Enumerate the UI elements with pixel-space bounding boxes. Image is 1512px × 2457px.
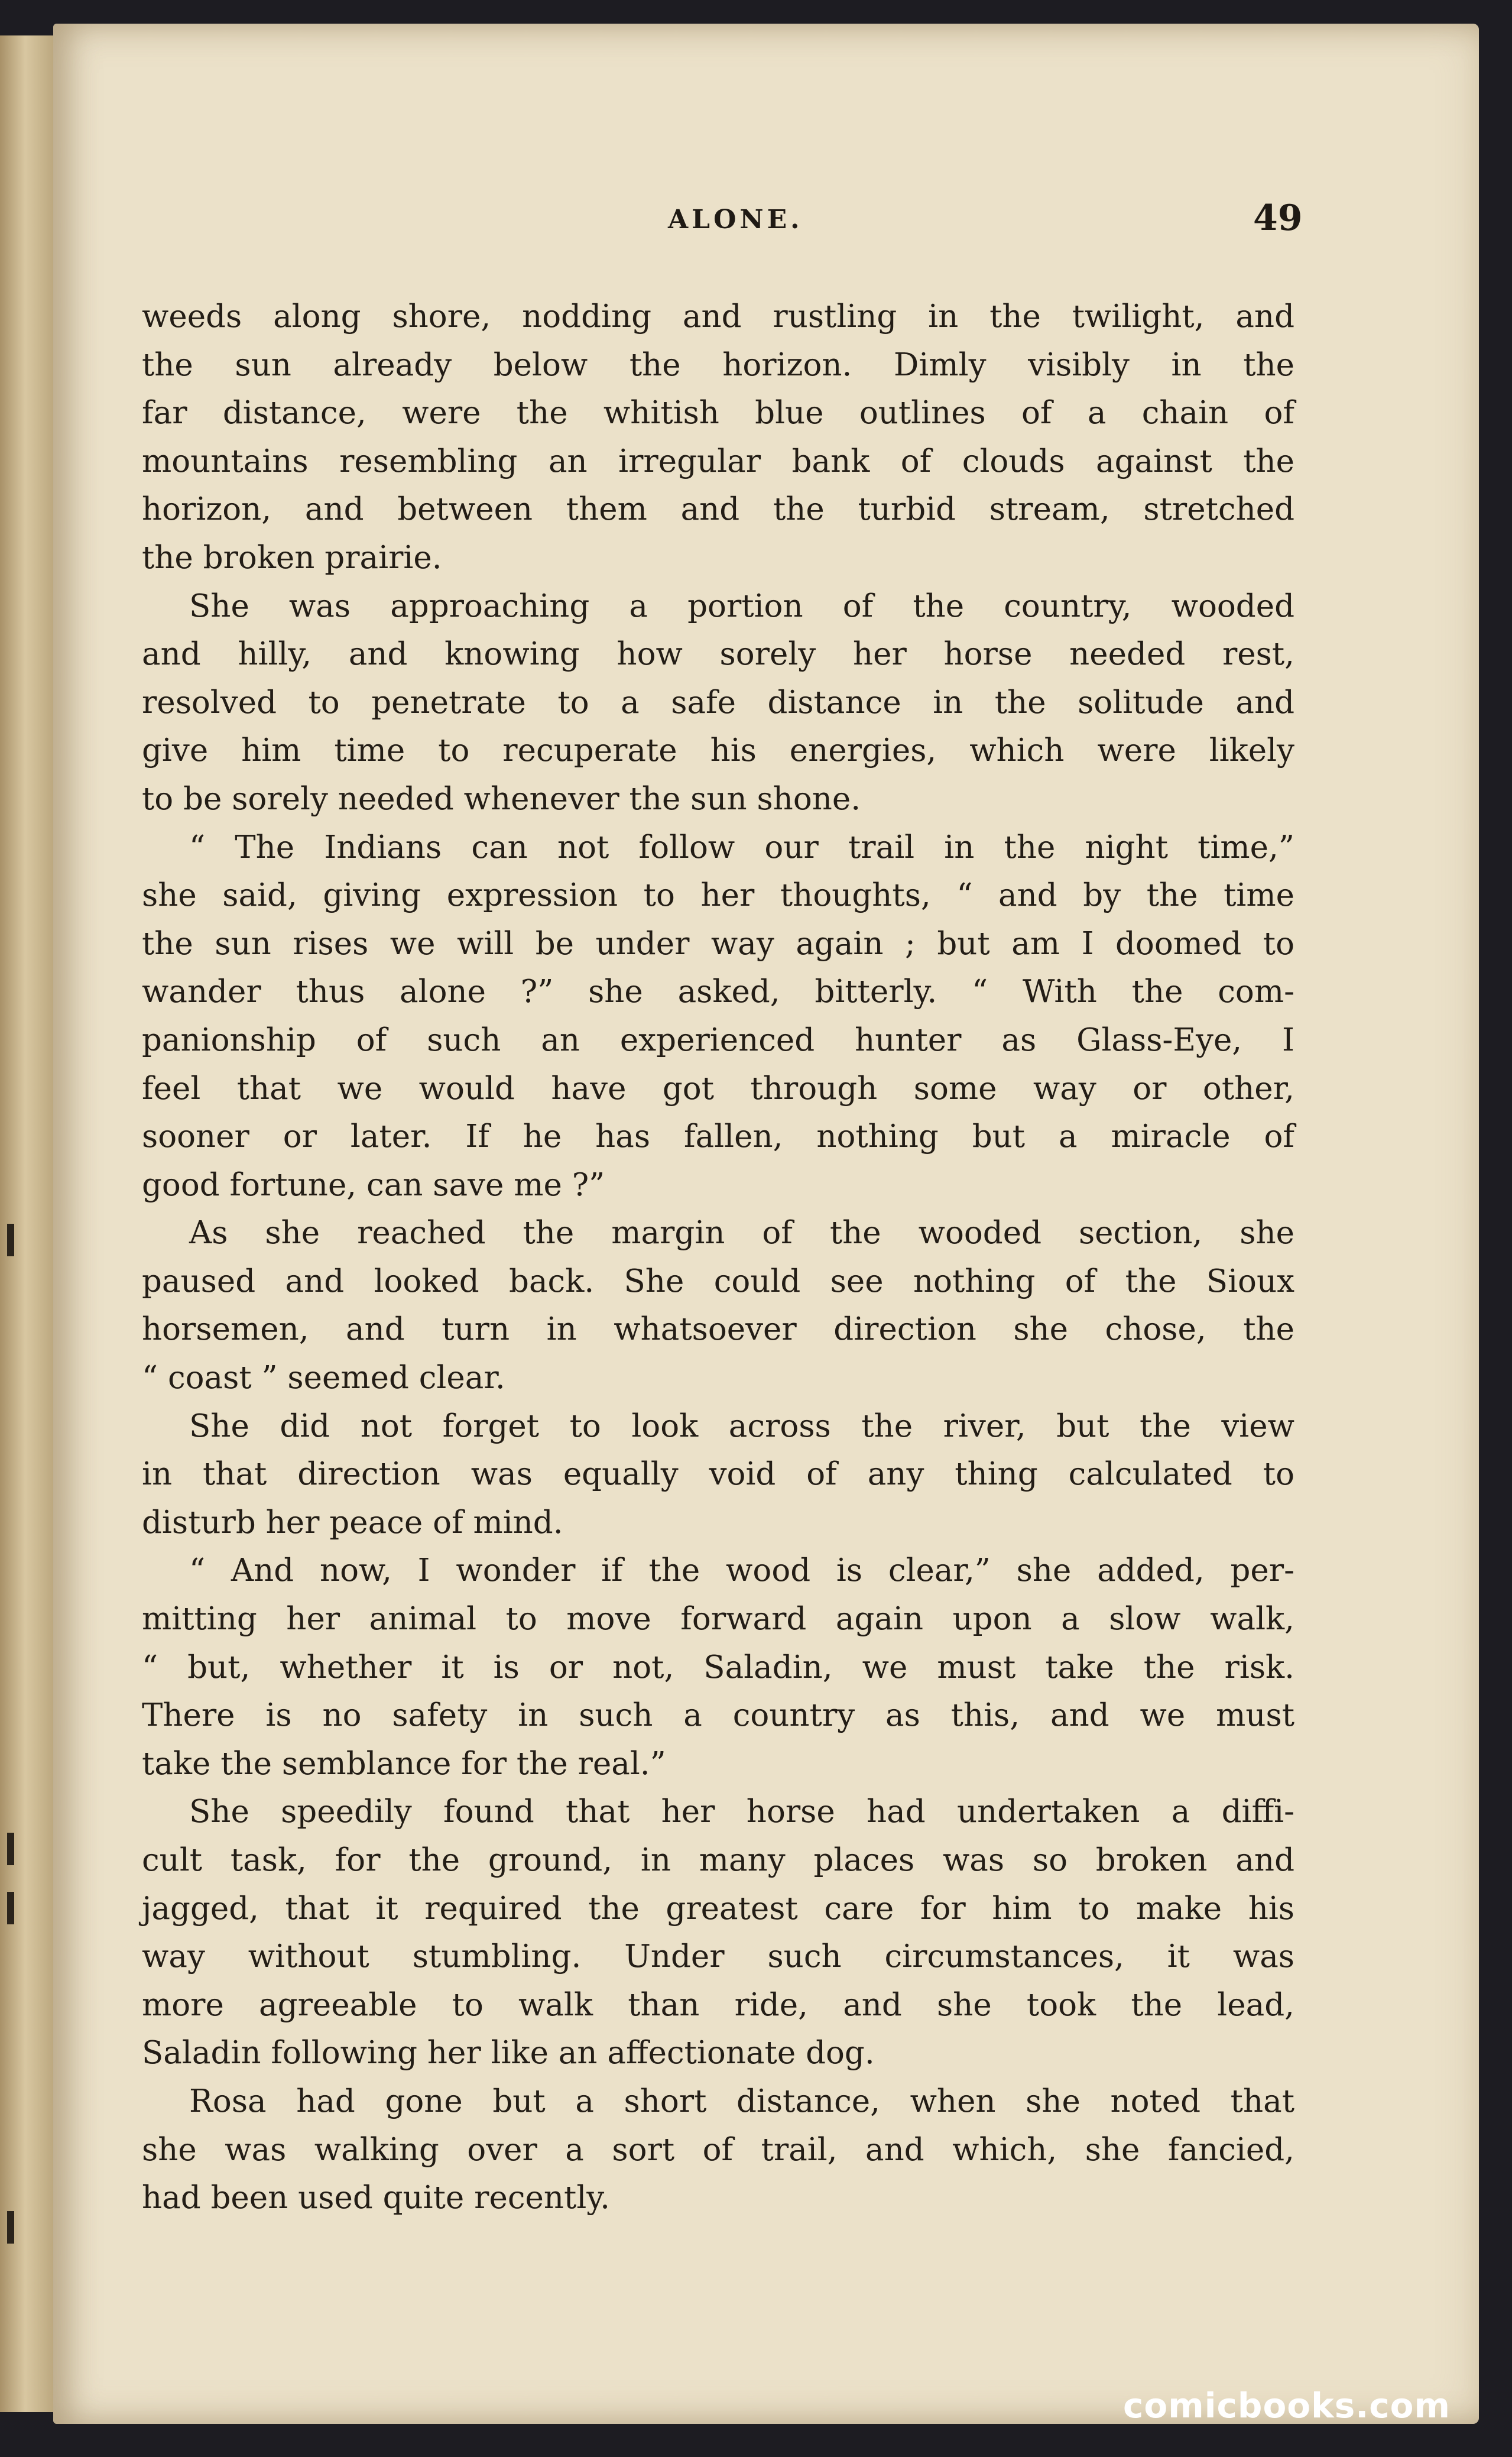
text-line: weeds along shore, nodding and rustling in the twilight, and xyxy=(142,299,1294,335)
text-line: way without stumbling. Under such circumstances, it was xyxy=(142,1939,1294,1975)
text-line: There is no safety in such a country as this, and we must xyxy=(142,1697,1294,1734)
text-line: mountains resembling an irregular bank of clouds against the xyxy=(142,443,1294,479)
text-line: wander thus alone ?” she asked, bitterly. “ With the com- xyxy=(142,974,1294,1010)
text-line: As she reached the margin of the wooded section, she xyxy=(189,1215,1294,1252)
text-line: and hilly, and knowing how sorely her horse needed rest, xyxy=(142,636,1294,673)
text-line: “ coast ” seemed clear. xyxy=(142,1360,505,1396)
text-line: in that direction was equally void of any thing calculated to xyxy=(142,1456,1294,1493)
text-line: horsemen, and turn in whatsoever direction she chose, the xyxy=(142,1311,1294,1348)
text-line: “ The Indians can not follow our trail in the night time,” xyxy=(189,829,1294,866)
text-line: “ but, whether it is or not, Saladin, we must take the risk. xyxy=(142,1649,1294,1685)
text-line: she said, giving expression to her thoughts, “ and by the time xyxy=(142,877,1294,914)
text-line: jagged, that it required the greatest care for him to make his xyxy=(142,1890,1294,1927)
text-line: good fortune, can save me ?” xyxy=(142,1166,605,1203)
text-line: She did not forget to look across the river, but the view xyxy=(189,1408,1294,1444)
text-line: the broken prairie. xyxy=(142,539,442,576)
body-text xyxy=(142,293,1294,2222)
text-line: had been used quite recently. xyxy=(142,2180,611,2216)
text-line: to be sorely needed whenever the sun shone. xyxy=(142,780,861,817)
spine-mark xyxy=(7,1224,14,1256)
text-line: far distance, were the whitish blue outlines of a chain of xyxy=(142,395,1294,432)
text-line: She speedily found that her horse had undertaken a diffi- xyxy=(189,1794,1294,1830)
text-line: paused and looked back. She could see nothing of the Sioux xyxy=(142,1263,1294,1299)
spine-mark xyxy=(7,1892,14,1924)
text-line: resolved to penetrate to a safe distance in the solitude and xyxy=(142,684,1294,721)
text-line: Rosa had gone but a short distance, when she noted that xyxy=(189,2083,1294,2119)
text-line: panionship of such an experienced hunter as Glass-Eye, I xyxy=(142,1022,1294,1058)
text-line: cult task, for the ground, in many places was so broken and xyxy=(142,1842,1294,1878)
text-line: sooner or later. If he has fallen, nothing but a miracle of xyxy=(142,1119,1294,1155)
left-page-edge xyxy=(0,35,59,2412)
text-line: “ And now, I wonder if the wood is clear,” she added, per- xyxy=(189,1552,1294,1589)
text-line: the sun rises we will be under way again ; but am I doomed to xyxy=(142,925,1294,962)
text-line: horizon, and between them and the turbid stream, stretched xyxy=(142,491,1294,528)
text-line: the sun already below the horizon. Dimly visibly in the xyxy=(142,346,1294,383)
text-line: Saladin following her like an affectionate dog. xyxy=(142,2035,875,2072)
text-line: take the semblance for the real.” xyxy=(142,1745,666,1782)
text-line: she was walking over a sort of trail, and which, she fancied, xyxy=(142,2131,1294,2168)
running-title: ALONE. xyxy=(668,205,803,235)
spine-mark xyxy=(7,1833,14,1865)
page-number: 49 xyxy=(1253,197,1303,239)
watermark: comicbooks.com xyxy=(1123,2385,1451,2426)
running-head xyxy=(53,197,1479,252)
text-line: disturb her peace of mind. xyxy=(142,1504,563,1541)
text-line: mitting her animal to move forward again upon a slow walk, xyxy=(142,1601,1294,1638)
text-line: give him time to recuperate his energies, which were likely xyxy=(142,732,1294,769)
book-page xyxy=(53,24,1479,2424)
text-line: more agreeable to walk than ride, and she took the lead, xyxy=(142,1986,1294,2023)
text-line: She was approaching a portion of the country, wooded xyxy=(189,588,1294,624)
spine-mark xyxy=(7,2211,14,2244)
text-line: feel that we would have got through some way or other, xyxy=(142,1070,1294,1107)
